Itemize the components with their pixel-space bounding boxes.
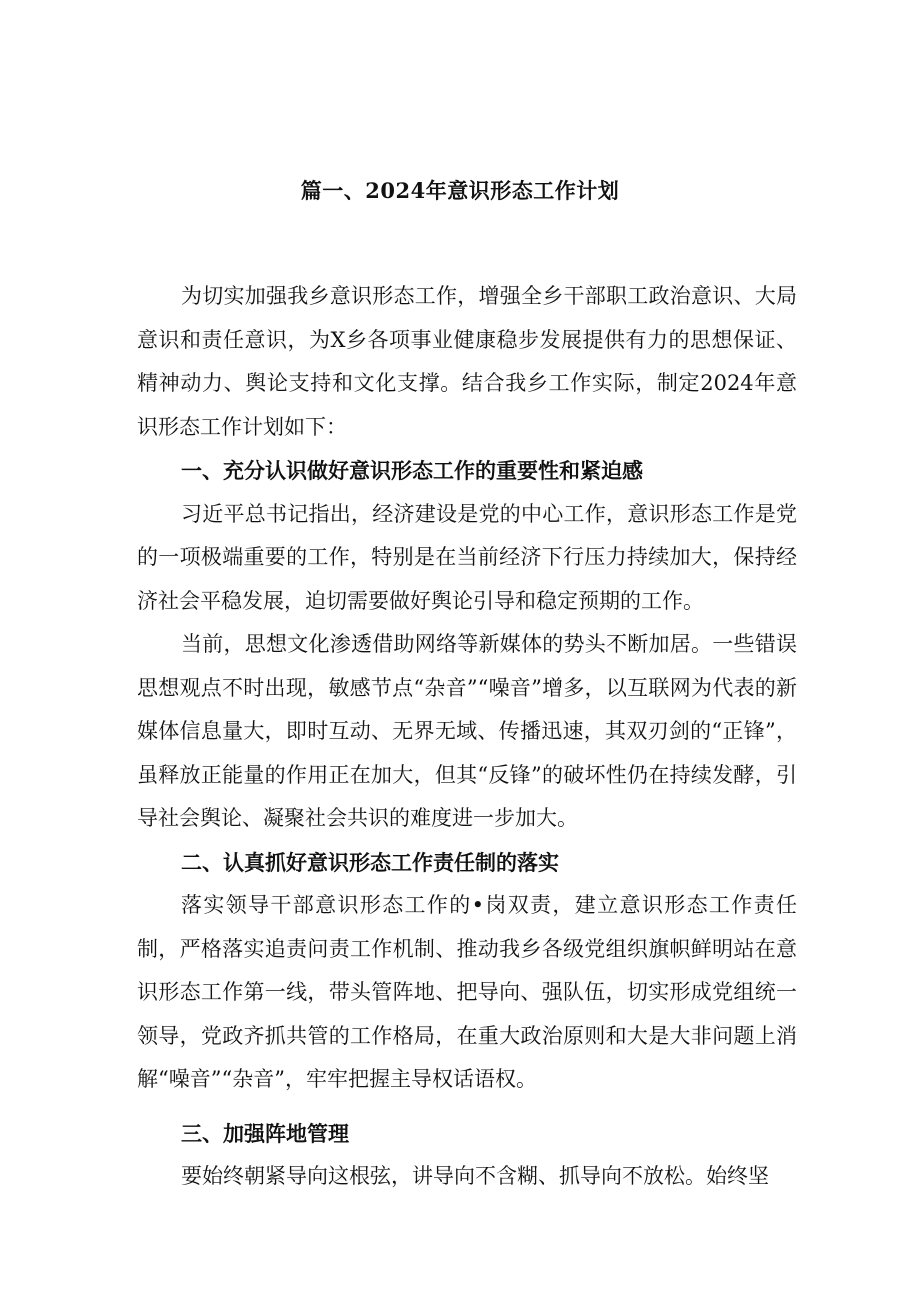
intro-paragraph: 为切实加强我乡意识形态工作，增强全乡干部职工政治意识、大局意识和责任意识，为X乡各项事业健康稳步发展提供有力的思想保证、精神动力、舆论支持和文化支撑。结合我乡工作实际，制定2024年意识形态工作计划如下： bbox=[137, 284, 797, 439]
section-2-heading: 二、认真抓好意识形态工作责任制的落实 bbox=[181, 849, 559, 875]
document-title: 篇一、2024年意识形态工作计划 bbox=[300, 178, 620, 203]
section-1-paragraph-2: 当前，思想文化渗透借助网络等新媒体的势头不断加居。一些错误思想观点不时出现，敏感节点“杂音”“噪音”增多，以互联网为代表的新媒体信息量大，即时互动、无界无域、传播迅速，其双刃剑的“正锋”，虽释放正能量的作用正在加大，但其“反锋”的破坏性仍在持续发酵，引导社会舆论、凝聚社会共识的难度进一步加大。 bbox=[137, 632, 797, 830]
section-1-heading: 一、充分认识做好意识形态工作的重要性和紧迫感 bbox=[181, 458, 643, 483]
section-1-paragraph-1: 习近平总书记指出，经济建设是党的中心工作，意识形态工作是党的一项极端重要的工作，特别是在当前经济下行压力持续加大，保持经济社会平稳发展，迫切需要做好舆论引导和稳定预期的工作。 bbox=[137, 501, 797, 613]
section-3-paragraph-1: 要始终朝紧导向这根弦，讲导向不含糊、抓导向不放松。始终坚 bbox=[181, 1164, 769, 1188]
document-body bbox=[137, 275, 797, 1199]
section-2-paragraph-1: 落实领导干部意识形态工作的•岗双责，建立意识形态工作责任制，严格落实追责问责工作机制、推动我乡各级党组织旗帜鲜明站在意识形态工作第一线，带头管阵地、把导向、强队伍，切实形成党组统一领导，党政齐抓共管的工作格局，在重大政治原则和大是大非问题上消解“噪音”“杂音”，牢牢把握主导权话语权。 bbox=[137, 893, 797, 1091]
section-3-heading: 三、加强阵地管理 bbox=[181, 1120, 349, 1146]
